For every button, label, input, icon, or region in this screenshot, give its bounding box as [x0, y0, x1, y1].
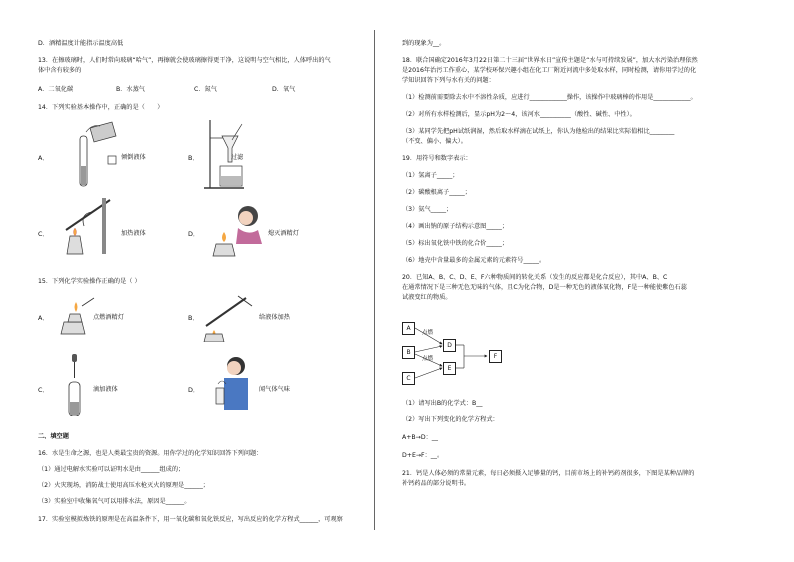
q18-text-cont2: 学知识回答下列与水有关的问题：: [402, 77, 495, 84]
q14-a-label[interactable]: A．: [38, 154, 49, 162]
q20-eq1: A+B→D：__: [402, 434, 438, 441]
q14-b-caption: 过滤: [231, 154, 244, 161]
q19-text: 19．用符号和数字表示：: [402, 155, 472, 162]
q18-2: （2）对所有水样检测后，显示pH为2～4，该河水__________（酸性、碱性、中性）。: [402, 111, 636, 118]
q15-c-label[interactable]: C．: [38, 386, 49, 394]
dropping-liquid-figure: [64, 354, 86, 416]
q15-b-label[interactable]: B．: [188, 314, 199, 322]
q19-6: （6）地壳中含量最多的金属元素的元素符号_____。: [402, 257, 546, 264]
q17-text: 17．实验室模拟炼铁的原理是在高温条件下，用一氧化碳和氧化铁反应，写出反应的化学方程式______，可观察: [38, 516, 343, 523]
q17-cont: 到的现象为__。: [402, 40, 446, 47]
q14-d-caption: 熄灭酒精灯: [268, 230, 299, 237]
q14-text: 14．下列实验基本操作中，正确的是（ ）: [38, 104, 164, 111]
q15-a-label[interactable]: A．: [38, 314, 49, 322]
column-divider: [374, 30, 375, 530]
q16-2: （2）火灾现场，消防战士使用高压水枪灭火的原理是______；: [38, 482, 209, 489]
q18-3-cont: （不变、偏小、偏大）。: [402, 138, 467, 145]
node-b: B: [402, 346, 415, 359]
node-f: F: [489, 350, 502, 363]
q15-a-caption: 点燃酒精灯: [93, 314, 124, 321]
ignite-label-1: 点燃: [422, 330, 434, 336]
q13-option-a[interactable]: A．二氧化碳: [38, 86, 74, 93]
ignite-label-2: 点燃: [422, 356, 434, 362]
q19-1: （1）氢离子_____；: [402, 172, 459, 179]
conversion-diagram: [402, 322, 522, 392]
q18-1: （1）检测前需要除去水中不溶性杂质，应进行____________操作，该操作中玻璃棒的作用是____________。: [402, 94, 697, 101]
q13-options: [38, 86, 358, 94]
pouring-liquid-figure: [68, 118, 128, 190]
q14-a-caption: 倾倒液体: [121, 154, 146, 161]
q19-2: （2）碳酸根离子_____；: [402, 189, 471, 196]
node-e: E: [443, 362, 456, 375]
blowing-lamp-figure: [208, 202, 268, 258]
heating-test-tube-figure: [202, 290, 258, 342]
q16-3: （3）实验室中收集氧气可以用排水法，原因是______。: [38, 498, 191, 505]
q20-text: 20．已知A、B、C、D、E、F六种物质间的转化关系（发生的反应都是化合反应），其中A、B、C: [402, 274, 668, 281]
option-d-line: D．酒精温度计能指示温度高低: [38, 40, 124, 47]
q15-c-caption: 滴加液体: [93, 386, 118, 393]
q18-text: 18．联合国确定2016年3月22日第二十三届“世界水日”宣传主题是“水与可持续发展”，加大水污染治理依然: [402, 57, 698, 64]
node-d: D: [443, 339, 456, 352]
q14-d-label[interactable]: D．: [188, 230, 200, 238]
q20-text-cont2: 试液变红的物质。: [402, 294, 452, 301]
q20-eq2: D+E→F：__。: [402, 452, 444, 459]
q15-text: 15．下列化学实验操作正确的是（ ）: [38, 278, 141, 285]
smelling-gas-figure: [212, 354, 256, 412]
heating-liquid-figure: [60, 196, 122, 256]
q18-3: （3）某同学先把pH试纸润湿，然后取水样滴在试纸上，你认为他检出的结果比实际值相比________: [402, 128, 675, 135]
q16-text: 16．水是生命之源，也是人类最宝贵的资源。用你学过的化学知识回答下列问题：: [38, 450, 263, 457]
q13-option-b[interactable]: B．水蒸气: [116, 86, 145, 93]
q13-text-cont: 体中含有较多的: [38, 67, 82, 74]
q14-b-label[interactable]: B．: [188, 154, 199, 162]
q14-c-label[interactable]: C．: [38, 230, 49, 238]
q14-c-caption: 加热液体: [121, 230, 146, 237]
q21-text: 21．钙是人体必须的常量元素，每日必须摄入足够量的钙，目前市场上的补钙药剂很多，下图是某种品牌的: [402, 470, 695, 477]
q19-3: （3）氨气_____；: [402, 206, 453, 213]
q13-option-d[interactable]: D．氧气: [272, 86, 296, 93]
q13-text: 13．在擦玻璃时，人们时常向玻璃“哈气”，再擦就会使玻璃擦得更干净，这说明与空气相比，人体呼出的气: [38, 57, 331, 64]
q20-2: （2）写出下列变化的化学方程式：: [402, 416, 499, 423]
q15-d-caption: 闻气体气味: [259, 386, 290, 393]
q19-5: （5）标出氧化铁中铁的化合价_____；: [402, 240, 509, 247]
node-c: C: [402, 372, 415, 385]
q16-1: （1）通过电解水实验可以证明水是由______组成的；: [38, 466, 185, 473]
diagram-arrows: [402, 322, 522, 392]
q20-1: （1）请写出B的化学式：B__: [402, 400, 483, 407]
q21-text-cont: 补钙药品的部分说明书。: [402, 480, 471, 487]
section-title: 二、填空题: [38, 433, 69, 440]
q19-4: （4）画出钠的原子结构示意图_____；: [402, 223, 509, 230]
q20-text-cont: 在通常情况下是三种无色无味的气体，且C为化合物，D是一种无色的液体氧化物，F是一种能使紫色石蕊: [402, 284, 687, 291]
q18-text-cont: 是2016年治污工作重心，某学校环保兴趣小组在化工厂附近河流中多处取水样，同时检测，请你用学过的化: [402, 67, 697, 74]
q15-d-label[interactable]: D．: [188, 386, 200, 394]
q15-b-caption: 给液体加热: [259, 314, 290, 321]
q13-option-c[interactable]: C．氮气: [194, 86, 217, 93]
node-a: A: [402, 322, 415, 335]
